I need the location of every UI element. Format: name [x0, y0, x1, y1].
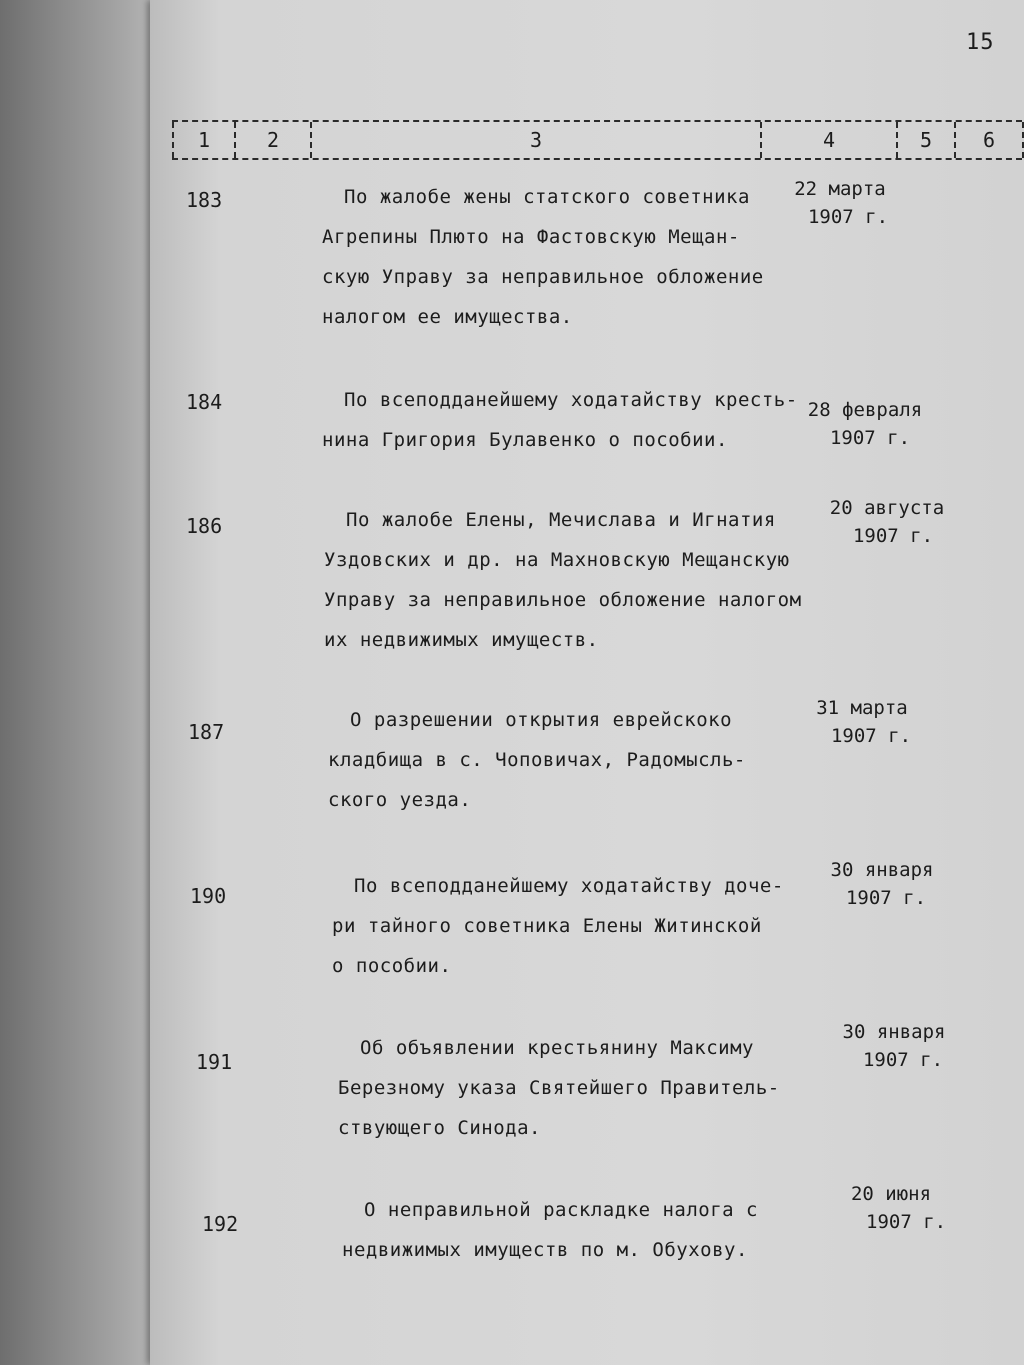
date-day-month: 30 января: [830, 859, 934, 881]
date-year: 1907 г.: [830, 725, 912, 747]
entry-date: [832, 1018, 956, 1074]
entry-number: 184: [186, 390, 223, 414]
date-year: 1907 г.: [829, 427, 911, 449]
column-header-row: [172, 120, 1022, 160]
date-year: 1907 г.: [807, 206, 889, 228]
text-line: их недвижимых имуществ.: [324, 629, 599, 651]
date-year: 1907 г.: [852, 525, 934, 547]
column-header-3: 3: [310, 122, 760, 158]
text-line: О неправильной раскладке налога с: [364, 1199, 758, 1221]
entry-description: [328, 700, 746, 820]
text-line: скую Управу за неправильное обложение: [322, 266, 764, 288]
entry-description: [322, 380, 798, 460]
text-line: Березному указа Святейшего Правитель-: [338, 1077, 780, 1099]
entry-number: 192: [202, 1212, 239, 1236]
date-day-month: 28 февраля: [807, 399, 923, 421]
entry-description: [342, 1190, 758, 1270]
entry-number: 190: [190, 884, 227, 908]
text-line: По всеподданейшему ходатайству кресть-: [344, 389, 798, 411]
text-line: Управу за неправильное обложение налогом: [324, 589, 802, 611]
column-header-6: 6: [954, 122, 1024, 158]
text-line: О разрешении открытия еврейскоко: [350, 709, 733, 731]
date-year: 1907 г.: [862, 1049, 944, 1071]
date-day-month: 20 августа: [829, 497, 945, 519]
column-header-1: 1: [172, 122, 234, 158]
column-header-5: 5: [896, 122, 954, 158]
date-year: 1907 г.: [866, 1211, 947, 1233]
text-line: нина Григория Булавенко о пособии.: [322, 429, 728, 451]
text-line: ри тайного советника Елены Житинской: [332, 915, 762, 937]
page-number: 15: [966, 30, 995, 55]
adjacent-page-edge: [0, 0, 150, 1365]
entry-date: [822, 494, 952, 550]
text-line: Об объявлении крестьянину Максиму: [360, 1037, 754, 1059]
text-line: Уздовских и др. на Махновскую Мещанскую: [324, 549, 790, 571]
entry-number: 191: [196, 1050, 233, 1074]
column-header-2: 2: [234, 122, 310, 158]
column-header-4: 4: [760, 122, 896, 158]
entry-number: 183: [186, 188, 223, 212]
entry-description: [324, 500, 802, 660]
date-day-month: 22 марта: [794, 178, 886, 200]
text-line: кладбища в с. Чоповичах, Радомысль-: [328, 749, 746, 771]
entry-date: [800, 396, 930, 452]
text-line: По всеподданейшему ходатайству доче-: [354, 875, 784, 897]
entry-date: [785, 175, 895, 231]
text-line: ского уезда.: [328, 789, 472, 811]
entry-date: [820, 856, 944, 912]
text-line: недвижимых имуществ по м. Обухову.: [342, 1239, 748, 1261]
entry-description: [338, 1028, 780, 1148]
text-line: По жалобе Елены, Мечислава и Игнатия: [346, 509, 776, 531]
entry-date: [836, 1180, 946, 1236]
text-line: ствующего Синода.: [338, 1117, 541, 1139]
text-line: налогом ее имущества.: [322, 306, 573, 328]
entry-description: [332, 866, 784, 986]
text-line: Агрепины Плюто на Фастовскую Мещан-: [322, 226, 740, 248]
entry-description: [322, 177, 764, 337]
entry-date: [802, 694, 922, 750]
entry-number: 186: [186, 514, 223, 538]
date-day-month: 31 марта: [816, 697, 908, 719]
date-year: 1907 г.: [845, 887, 927, 909]
text-line: о пособии.: [332, 955, 452, 977]
date-day-month: 20 июня: [850, 1183, 932, 1205]
date-day-month: 30 января: [842, 1021, 946, 1043]
text-line: По жалобе жены статского советника: [344, 186, 750, 208]
entry-number: 187: [188, 720, 225, 744]
